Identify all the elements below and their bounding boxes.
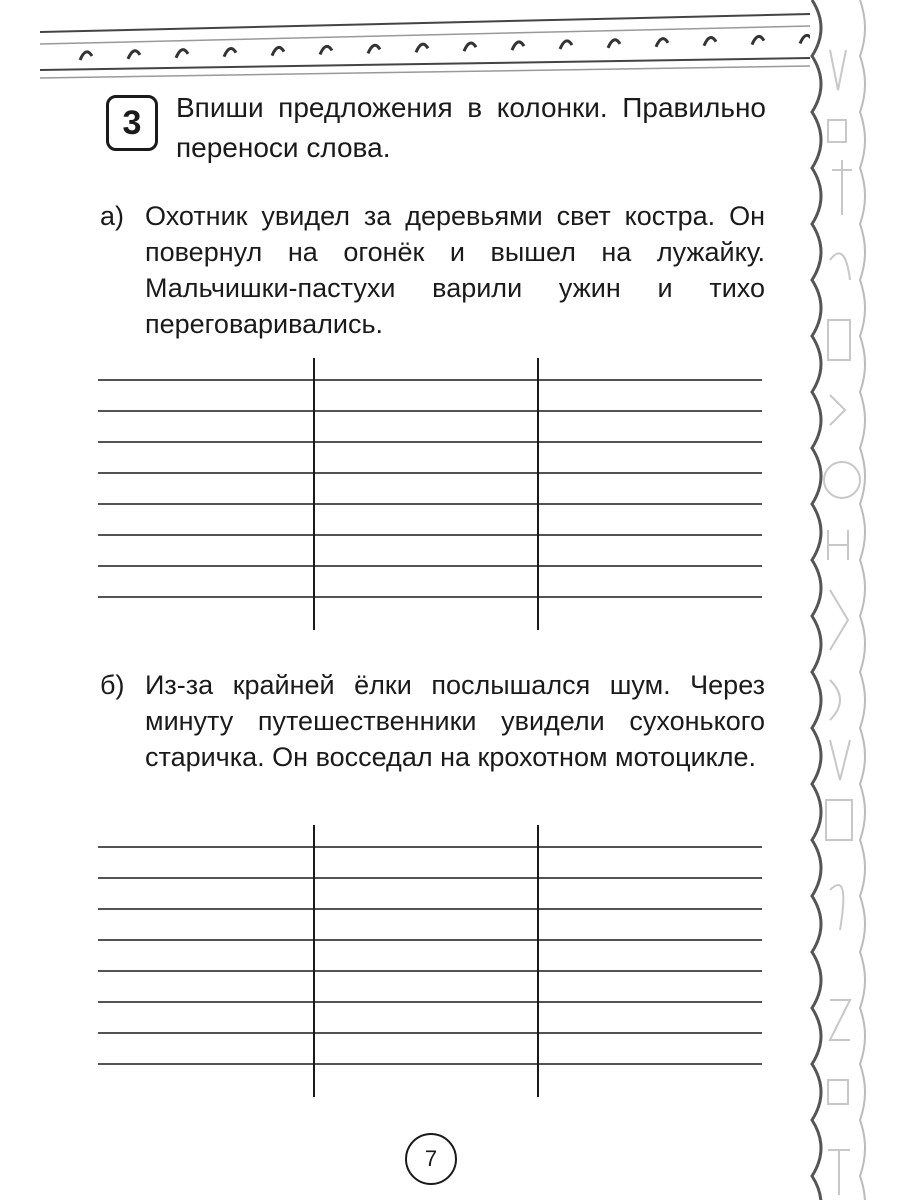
exercise-b	[100, 667, 765, 775]
spiral-ring	[464, 43, 476, 51]
spiral-binding-decoration	[40, 0, 810, 90]
spiral-ring	[224, 49, 236, 57]
spiral-ring	[656, 39, 668, 47]
exercise-text: Охотник увидел за деревьями свет костра. Он повернул на огонёк и вышел на лужайку. Мальчишки-пастухи варили ужин и тихо переговаривались.	[145, 201, 765, 339]
exercise-marker: а)	[100, 201, 125, 231]
exercise-text: Из-за крайней ёлки послышался шум. Через минуту путешественники увидели сухонького старичка. Он восседал на крохотном мотоцикле.	[145, 670, 765, 772]
task-number-box	[106, 95, 158, 151]
exercise-marker: б)	[100, 670, 125, 700]
page-number: 7	[424, 1146, 438, 1171]
spiral-ring	[128, 51, 140, 59]
spiral-ring	[320, 46, 332, 54]
spiral-ring	[512, 42, 524, 50]
spiral-ring	[560, 41, 572, 49]
task-instruction: Впиши предложения в колонки. Правильно переноси слова.	[176, 92, 766, 163]
spiral-ring	[752, 36, 764, 44]
spiral-ring	[704, 38, 716, 46]
page-number-badge	[405, 1133, 457, 1185]
wavy-border-decoration	[790, 0, 900, 1200]
spiral-ring	[176, 50, 188, 58]
task-number: 3	[122, 103, 142, 142]
spiral-ring	[416, 44, 428, 52]
writing-grid-a[interactable]	[98, 358, 762, 630]
spiral-ring	[368, 45, 380, 53]
spiral-ring	[272, 47, 284, 55]
spiral-ring	[80, 52, 92, 60]
exercise-a	[100, 198, 765, 342]
writing-grid-b[interactable]	[98, 825, 762, 1097]
spiral-ring	[608, 40, 620, 48]
